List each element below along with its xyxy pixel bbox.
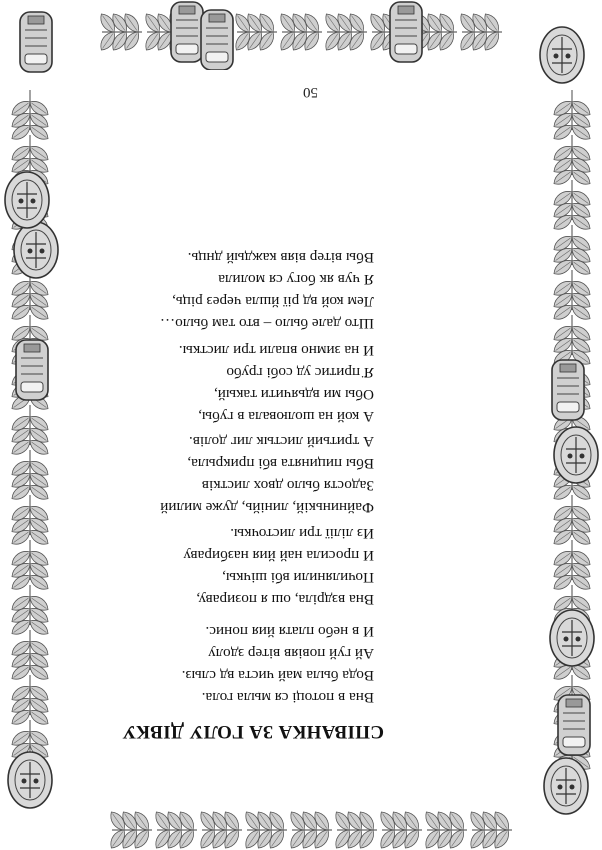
verse-line: И просила най йия назбираву <box>183 547 374 564</box>
verse-line: А тритьий листык лиг долів. <box>188 433 374 450</box>
stanza <box>182 620 374 708</box>
garland-top <box>107 809 512 850</box>
verse-line: Почилянили вбі шічкы, <box>222 569 374 586</box>
stanza <box>183 522 374 610</box>
verse-line: Вода была май чиста вд слыз. <box>181 667 374 684</box>
song-title: СПІВАНКА ЗА ГОЛУ ДІВКУ <box>122 721 384 742</box>
garland-bottom <box>97 11 502 53</box>
verse-line: Я чув як богу ся молила <box>218 271 374 288</box>
verse-line: Задостя было двох листків <box>201 477 374 494</box>
verse-line: Файнинькій, линійь, дуже милий <box>160 499 374 516</box>
stanza <box>160 246 374 334</box>
verse-line: А кой на шолювала в губы, <box>198 408 374 425</box>
stanza <box>160 430 374 518</box>
verse-line: Ай гуй повіяв вітер здолу <box>208 645 374 662</box>
stanza <box>179 339 374 427</box>
verse-line: Вбы пицинята вбі прикрыла, <box>187 455 374 472</box>
verse-line: Вбы вітер віяв каждый днць. <box>187 249 374 266</box>
text-panel <box>80 70 530 782</box>
verse-line: Из лілії три листочкы. <box>230 525 374 542</box>
verse-line: Вна вздріла, ош я позираву, <box>196 591 374 608</box>
verse-line: И в небо платя йия понис. <box>205 623 374 640</box>
verse-line: Обы ми вдьячити такый, <box>213 386 374 403</box>
verse-line: Вна в потоці ся мыла гола. <box>201 689 374 706</box>
verse-line: Лем кой вд рії йшла через ріць, <box>172 293 374 310</box>
page-number: 50 <box>303 84 318 100</box>
verse-line: И на зимно впали три листкы. <box>178 342 374 359</box>
verse-line: Я̈ притис уд собі грубо <box>226 364 374 381</box>
verse-line: Што дале было – вто там было… <box>159 315 374 332</box>
